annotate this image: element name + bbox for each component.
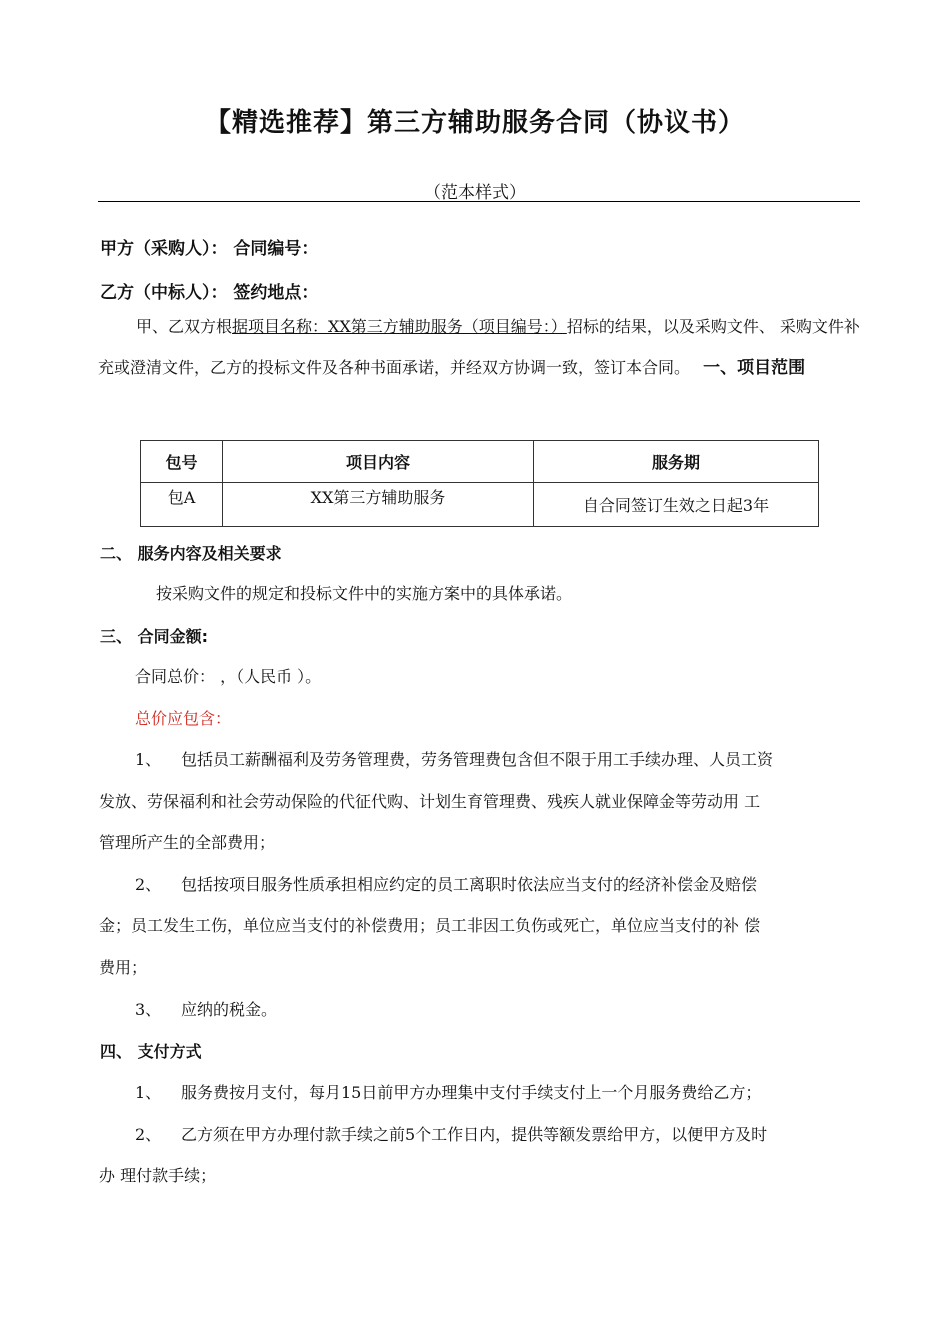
s3-item3-number: 3、 bbox=[135, 1000, 162, 1019]
party-a-line: 甲方（采购人）： 合同编号： bbox=[100, 239, 319, 259]
header-package-no: 包号 bbox=[141, 441, 223, 483]
section2-heading: 二、 服务内容及相关要求 bbox=[100, 544, 282, 563]
document-title: 【精选推荐】第三方辅助服务合同（协议书） bbox=[204, 108, 745, 138]
section3-heading: 三、 合同金额: bbox=[100, 627, 208, 646]
project-scope-table bbox=[140, 440, 819, 527]
intro-suffix: 招标的结果，以及采购文件、 采购文件补充或澄清文件，乙方的投标文件及各种书面承诺，并经双方协调一致，签订本合同。 bbox=[98, 317, 860, 377]
s3-item2-text: 包括按项目服务性质承担相应约定的员工离职时依法应当支付的经济补偿金及赔偿 bbox=[181, 875, 758, 894]
table-row bbox=[141, 483, 819, 527]
table-header-row bbox=[141, 441, 819, 483]
cell-service-period: 自合同签订生效之日起3年 bbox=[534, 483, 819, 527]
s3-item2-cont2: 费用； bbox=[99, 958, 148, 977]
s3-item1-text: 包括员工薪酬福利及劳务管理费，劳务管理费包含但不限于用工手续办理、人员工资 bbox=[181, 750, 774, 769]
s3-item1-cont1: 发放、劳保福利和社会劳动保险的代征代购、计划生育管理费、残疾人就业保障金等劳动用 工 bbox=[99, 792, 761, 811]
total-includes-label: 总价应包含： bbox=[135, 709, 232, 728]
s3-item1-number: 1、 bbox=[135, 750, 162, 769]
s4-item2-number: 2、 bbox=[135, 1125, 162, 1144]
intro-paragraph bbox=[98, 306, 860, 389]
cell-project-content: XX第三方辅助服务 bbox=[223, 483, 534, 527]
s4-item2-cont: 办 理付款手续； bbox=[99, 1166, 217, 1185]
header-project-content: 项目内容 bbox=[223, 441, 534, 483]
s3-item3-text: 应纳的税金。 bbox=[181, 1000, 278, 1019]
contract-total-price: 合同总价： ，（人民币 ）。 bbox=[135, 667, 322, 686]
header-service-period: 服务期 bbox=[534, 441, 819, 483]
s3-item2-number: 2、 bbox=[135, 875, 162, 894]
document-subtitle: （范本样式） bbox=[424, 183, 526, 203]
section1-heading: 一、项目范围 bbox=[703, 358, 806, 378]
cell-package-no: 包A bbox=[141, 483, 223, 527]
intro-project-name: 据项目名称：XX第三方辅助服务（项目编号：） bbox=[232, 317, 567, 336]
section2-text: 按采购文件的规定和投标文件中的实施方案中的具体承诺。 bbox=[156, 584, 573, 603]
intro-prefix: 甲、乙双方根 bbox=[136, 317, 233, 336]
s4-item1-number: 1、 bbox=[135, 1083, 162, 1102]
section4-heading: 四、 支付方式 bbox=[100, 1042, 202, 1061]
party-b-line: 乙方（中标人）： 签约地点： bbox=[100, 283, 319, 303]
title-divider bbox=[98, 201, 860, 202]
s3-item1-cont2: 管理所产生的全部费用； bbox=[99, 833, 276, 852]
s3-item2-cont1: 金；员工发生工伤，单位应当支付的补偿费用；员工非因工负伤或死亡，单位应当支付的补 偿 bbox=[99, 916, 761, 935]
s4-item1-text: 服务费按月支付，每月15日前甲方办理集中支付手续支付上一个月服务费给乙方； bbox=[181, 1083, 762, 1102]
s4-item2-text: 乙方须在甲方办理付款手续之前5个工作日内，提供等额发票给甲方，以便甲方及时 bbox=[181, 1125, 768, 1144]
